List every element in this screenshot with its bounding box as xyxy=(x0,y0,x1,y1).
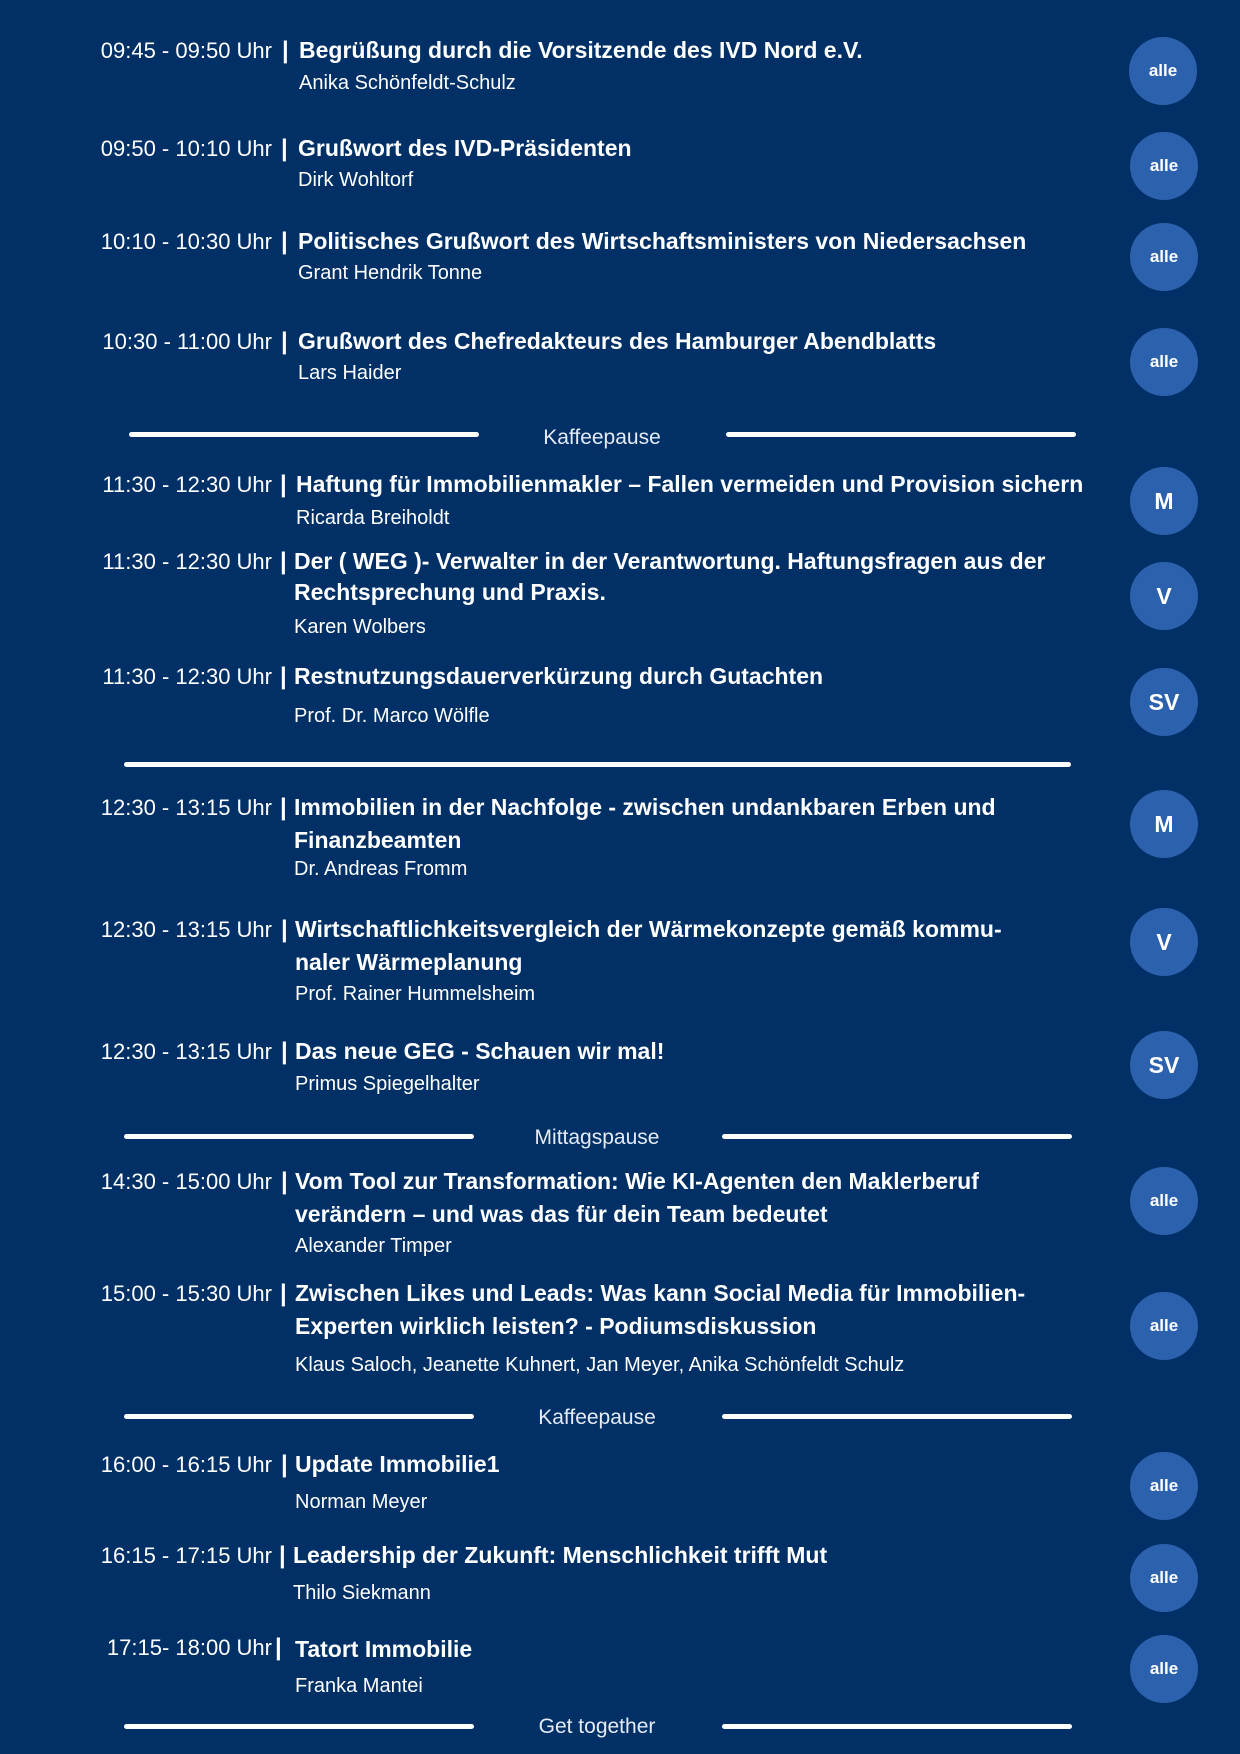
session-separator: | xyxy=(280,1280,287,1307)
break-divider-right xyxy=(722,1414,1072,1419)
session-separator: | xyxy=(279,1542,286,1569)
session-title-continued: naler Wärmeplanung xyxy=(295,949,523,975)
break-divider-left xyxy=(124,1724,474,1729)
break-divider-left xyxy=(124,1414,474,1419)
session-speaker: Lars Haider xyxy=(298,362,402,384)
session-time: 12:30 - 13:15 Uhr xyxy=(100,917,272,942)
session-title: Wirtschaftlichkeitsvergleich der Wärmekonzepte gemäß kommu- xyxy=(295,916,1002,942)
break-label: Kaffeepause xyxy=(543,426,661,449)
session-separator: | xyxy=(281,916,288,943)
session-title-continued: verändern – und was das für dein Team bedeutet xyxy=(295,1201,828,1227)
break-divider-left xyxy=(129,432,479,437)
audience-badge: SV xyxy=(1130,1031,1198,1099)
session-title: Politisches Grußwort des Wirtschaftsministers von Niedersachsen xyxy=(298,228,1027,254)
session-separator: | xyxy=(280,548,287,575)
session-title: Update Immobilie1 xyxy=(295,1451,500,1477)
session-time: 09:50 - 10:10 Uhr xyxy=(100,136,272,161)
session-speaker: Alexander Timper xyxy=(295,1235,452,1257)
session-time: 16:15 - 17:15 Uhr xyxy=(100,1543,272,1568)
session-separator: | xyxy=(281,135,288,162)
session-speaker: Ricarda Breiholdt xyxy=(296,507,450,529)
audience-badge: alle xyxy=(1129,37,1197,105)
break-label: Kaffeepause xyxy=(538,1406,656,1429)
audience-badge: SV xyxy=(1130,668,1198,736)
session-speaker: Primus Spiegelhalter xyxy=(295,1073,480,1095)
section-divider xyxy=(124,762,1071,767)
session-separator: | xyxy=(275,1634,282,1661)
session-separator: | xyxy=(280,663,287,690)
session-speaker: Anika Schönfeldt-Schulz xyxy=(299,72,516,94)
session-separator: | xyxy=(282,37,289,64)
session-separator: | xyxy=(280,794,287,821)
session-separator: | xyxy=(281,1168,288,1195)
session-time: 14:30 - 15:00 Uhr xyxy=(100,1169,272,1194)
audience-badge: alle xyxy=(1130,1292,1198,1360)
session-speaker: Karen Wolbers xyxy=(294,616,426,638)
session-time: 16:00 - 16:15 Uhr xyxy=(100,1452,272,1477)
audience-badge: alle xyxy=(1130,1452,1198,1520)
audience-badge: M xyxy=(1130,467,1198,535)
break-label: Get together xyxy=(538,1715,656,1738)
session-speaker: Prof. Dr. Marco Wölfle xyxy=(294,705,490,727)
session-speaker: Grant Hendrik Tonne xyxy=(298,262,483,284)
session-time: 10:30 - 11:00 Uhr xyxy=(102,329,272,354)
session-time: 17:15- 18:00 Uhr xyxy=(106,1635,272,1660)
session-title: Grußwort des Chefredakteurs des Hamburger Abendblatts xyxy=(298,328,937,354)
session-time: 15:00 - 15:30 Uhr xyxy=(100,1281,272,1306)
session-separator: | xyxy=(281,1451,288,1478)
session-title-continued: Rechtsprechung und Praxis. xyxy=(294,579,606,605)
session-separator: | xyxy=(281,328,288,355)
break-label: Mittagspause xyxy=(534,1126,660,1149)
session-title: Vom Tool zur Transformation: Wie KI-Agenten den Maklerberuf xyxy=(295,1168,979,1194)
session-time: 12:30 - 13:15 Uhr xyxy=(100,1039,272,1064)
audience-badge: alle xyxy=(1130,1544,1198,1612)
session-time: 11:30 - 12:30 Uhr xyxy=(102,549,272,574)
session-separator: | xyxy=(281,1038,288,1065)
session-speaker: Franka Mantei xyxy=(295,1675,423,1697)
session-title: Tatort Immobilie xyxy=(295,1636,473,1662)
session-speaker: Dr. Andreas Fromm xyxy=(294,858,468,880)
audience-badge: alle xyxy=(1130,223,1198,291)
session-title: Der ( WEG )- Verwalter in der Verantwortung. Haftungsfragen aus der xyxy=(294,548,1046,574)
session-separator: | xyxy=(280,471,287,498)
session-time: 10:10 - 10:30 Uhr xyxy=(100,229,272,254)
session-title: Restnutzungsdauerverkürzung durch Gutachten xyxy=(294,663,824,689)
session-title: Grußwort des IVD-Präsidenten xyxy=(298,135,632,161)
session-time: 11:30 - 12:30 Uhr xyxy=(102,664,272,689)
audience-badge: alle xyxy=(1130,1635,1198,1703)
session-title: Zwischen Likes und Leads: Was kann Social Media für Immobilien- xyxy=(295,1280,1026,1306)
audience-badge: alle xyxy=(1130,328,1198,396)
audience-badge: V xyxy=(1130,562,1198,630)
session-speaker: Thilo Siekmann xyxy=(293,1582,431,1604)
session-title: Das neue GEG - Schauen wir mal! xyxy=(295,1038,665,1064)
session-speaker: Norman Meyer xyxy=(295,1491,428,1513)
session-title: Begrüßung durch die Vorsitzende des IVD Nord e.V. xyxy=(299,37,863,63)
break-divider-right xyxy=(722,1724,1072,1729)
audience-badge: M xyxy=(1130,790,1198,858)
break-divider-right xyxy=(722,1134,1072,1139)
break-divider-left xyxy=(124,1134,474,1139)
session-title: Leadership der Zukunft: Menschlichkeit trifft Mut xyxy=(293,1542,828,1568)
session-title-continued: Finanzbeamten xyxy=(294,827,462,853)
audience-badge: alle xyxy=(1130,1167,1198,1235)
audience-badge: V xyxy=(1130,908,1198,976)
session-separator: | xyxy=(281,228,288,255)
session-speaker: Klaus Saloch, Jeanette Kuhnert, Jan Meyer, Anika Schönfeldt Schulz xyxy=(295,1354,905,1376)
session-time: 11:30 - 12:30 Uhr xyxy=(102,472,272,497)
break-divider-right xyxy=(726,432,1076,437)
audience-badge: alle xyxy=(1130,132,1198,200)
session-title-continued: Experten wirklich leisten? - Podiumsdiskussion xyxy=(295,1313,817,1339)
session-speaker: Dirk Wohltorf xyxy=(298,169,414,191)
session-time: 09:45 - 09:50 Uhr xyxy=(100,38,272,63)
session-title: Haftung für Immobilienmakler – Fallen vermeiden und Provision sichern xyxy=(296,471,1084,497)
session-time: 12:30 - 13:15 Uhr xyxy=(100,795,272,820)
session-title: Immobilien in der Nachfolge - zwischen undankbaren Erben und xyxy=(294,794,996,820)
session-speaker: Prof. Rainer Hummelsheim xyxy=(295,983,536,1005)
